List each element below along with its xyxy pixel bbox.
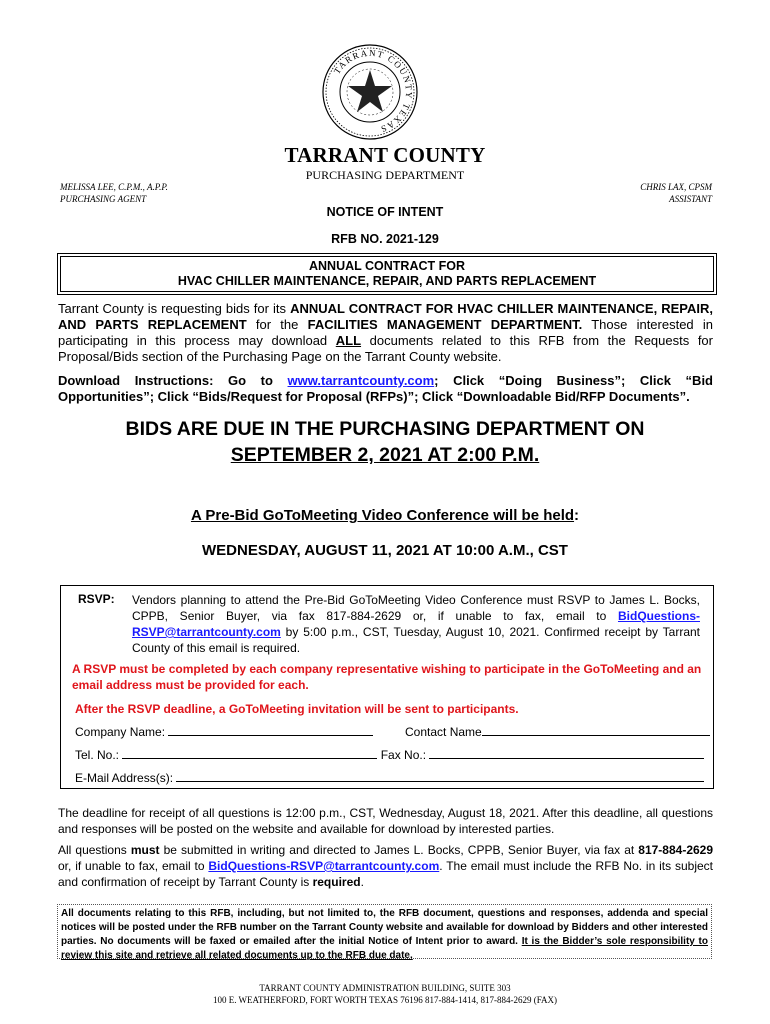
assistant-title: ASSISTANT [669,194,712,204]
rsvp-label: RSVP: [78,592,115,606]
seal-ring-text: TARRANT COUNTY TEXAS [331,47,415,135]
rsvp-text: Vendors planning to attend the Pre-Bid GoToMeeting Video Conference must RSVP to James L. Bocks, CPPB, Senior Buyer, via fax 817-884-2629 or, if unable to fax, email to [132,593,700,623]
company-field[interactable] [168,724,373,736]
tel-label: Tel. No.: [75,748,123,762]
contact-field[interactable] [482,724,710,736]
contract-title-line1: ANNUAL CONTRACT FOR [308,259,465,273]
intro-text: Tarrant County is requesting bids for its [58,301,291,316]
intro-text: for the [246,317,308,332]
contact-label: Contact Name [405,725,482,739]
questions-text: . [360,875,364,889]
purchasing-agent [60,181,168,205]
intro-text: Those interested in participating in this process may download [58,317,714,348]
agent-name: MELISSA LEE, C.P.M., A.P.P. [60,182,168,192]
questions-deadline: The deadline for receipt of all questions is 12:00 p.m., CST, Wednesday, August 18, 2021. After this deadline, all questions and responses will be posted on the website and available for download by interested parties. [58,806,713,836]
prebid-heading-text: A Pre-Bid GoToMeeting Video Conference will be held [190,507,575,524]
bids-due-date: SEPTEMBER 2, 2021 AT 2:00 P.M. [230,444,540,466]
contact-row [405,724,710,739]
rfb-number: RFB NO. 2021-129 [331,232,439,246]
prebid-heading [0,507,770,524]
documents-notice-box [57,904,712,959]
tel-field[interactable] [122,747,377,759]
rsvp-text: by 5:00 p.m., CST, Tuesday, August 10, 2021. Confirmed receipt by Tarrant County of this email is required. [132,625,700,655]
fax-label: Fax No.: [377,748,430,762]
assistant-name: CHRIS LAX, CPSM [640,182,712,192]
company-label: Company Name: [75,725,169,739]
phone-row [75,747,704,762]
documents-notice-text: All documents relating to this RFB, including, but not limited to, the RFB document, questions and responses, addenda and special notices will be posted under the RFB number on the Tarrant County website and available for download by Bidders and other interested parties. No documents will be faxed or emailed after the initial Notice of Intent prior to award. [61,908,708,947]
department-name: PURCHASING DEPARTMENT [305,168,465,182]
questions-text: be submitted in writing and directed to James L. Bocks, CPPB, Senior Buyer, via fax at [159,843,639,857]
questions-fax: 817-884-2629 [638,843,714,857]
rsvp-instructions [132,592,700,656]
intro-contract-name: ANNUAL CONTRACT FOR HVAC CHILLER MAINTENANCE, REPAIR, AND PARTS REPLACEMENT [58,301,713,332]
questions-text: All questions [58,843,131,857]
contract-title [60,256,714,292]
footer-line2: 100 E. WEATHERFORD, FORT WORTH TEXAS 76196 817-884-1414, 817-884-2629 (FAX) [212,995,558,1005]
prebid-datetime: WEDNESDAY, AUGUST 11, 2021 AT 10:00 A.M., CST [202,542,568,559]
notice-heading: NOTICE OF INTENT [326,205,444,219]
agent-title: PURCHASING AGENT [60,194,147,204]
contract-title-box [57,253,717,295]
assistant-agent [640,181,712,205]
questions-text: . The email must include the RFB No. in its subject and confirmation of receipt by Tarrant County is [58,859,713,889]
rsvp-deadline-note: After the RSVP deadline, a GoToMeeting invitation will be sent to participants. [75,702,519,716]
bids-due-line1: BIDS ARE DUE IN THE PURCHASING DEPARTMENT ON [125,418,645,440]
county-title: TARRANT COUNTY [284,143,486,167]
intro-all: ALL [335,333,362,348]
download-instructions [58,373,713,405]
questions-text: or, if unable to fax, email to [58,859,209,873]
footer-address [0,982,770,1006]
download-text: Download Instructions: Go to [58,373,288,388]
rsvp-email-link[interactable]: BidQuestions-RSVP@tarrantcounty.com [132,609,700,639]
website-link[interactable]: www.tarrantcounty.com [287,373,435,388]
questions-instructions [58,842,713,890]
footer-line1: TARRANT COUNTY ADMINISTRATION BUILDING, SUITE 303 [259,983,511,993]
questions-email-link[interactable]: BidQuestions-RSVP@tarrantcounty.com [208,859,440,873]
bids-due [0,416,770,468]
intro-department: FACILITIES MANAGEMENT DEPARTMENT. [307,317,583,332]
email-row [75,770,704,785]
seal-emblem-icon [320,42,420,142]
fax-field[interactable] [429,747,704,759]
email-field[interactable] [176,770,704,782]
email-label: E-Mail Address(s): [75,771,177,785]
county-seal [320,42,420,142]
download-steps: ; Click “Doing Business”; Click “Bid Opportunities”; Click “Bids/Request for Proposal (RFPs)”; Click “Downloadable Bid/RFP Documents”. [58,373,713,404]
questions-required: required [312,875,361,889]
prebid-colon: : [574,507,580,524]
bidder-responsibility: It is the Bidder’s sole responsibility to review this site and retrieve all related documents up to the RFB due date. [61,936,709,961]
rsvp-warning: A RSVP must be completed by each company representative wishing to participate in the GoToMeeting and an email address must be provided for each. [72,662,702,692]
intro-paragraph [58,301,713,365]
company-row [75,724,373,739]
questions-must: must [130,843,160,857]
contract-title-line2: HVAC CHILLER MAINTENANCE, REPAIR, AND PARTS REPLACEMENT [177,274,597,288]
intro-text: documents related to this RFB from the Requests for Proposal/Bids section of the Purchasing Page on the Tarrant County website. [58,333,713,364]
